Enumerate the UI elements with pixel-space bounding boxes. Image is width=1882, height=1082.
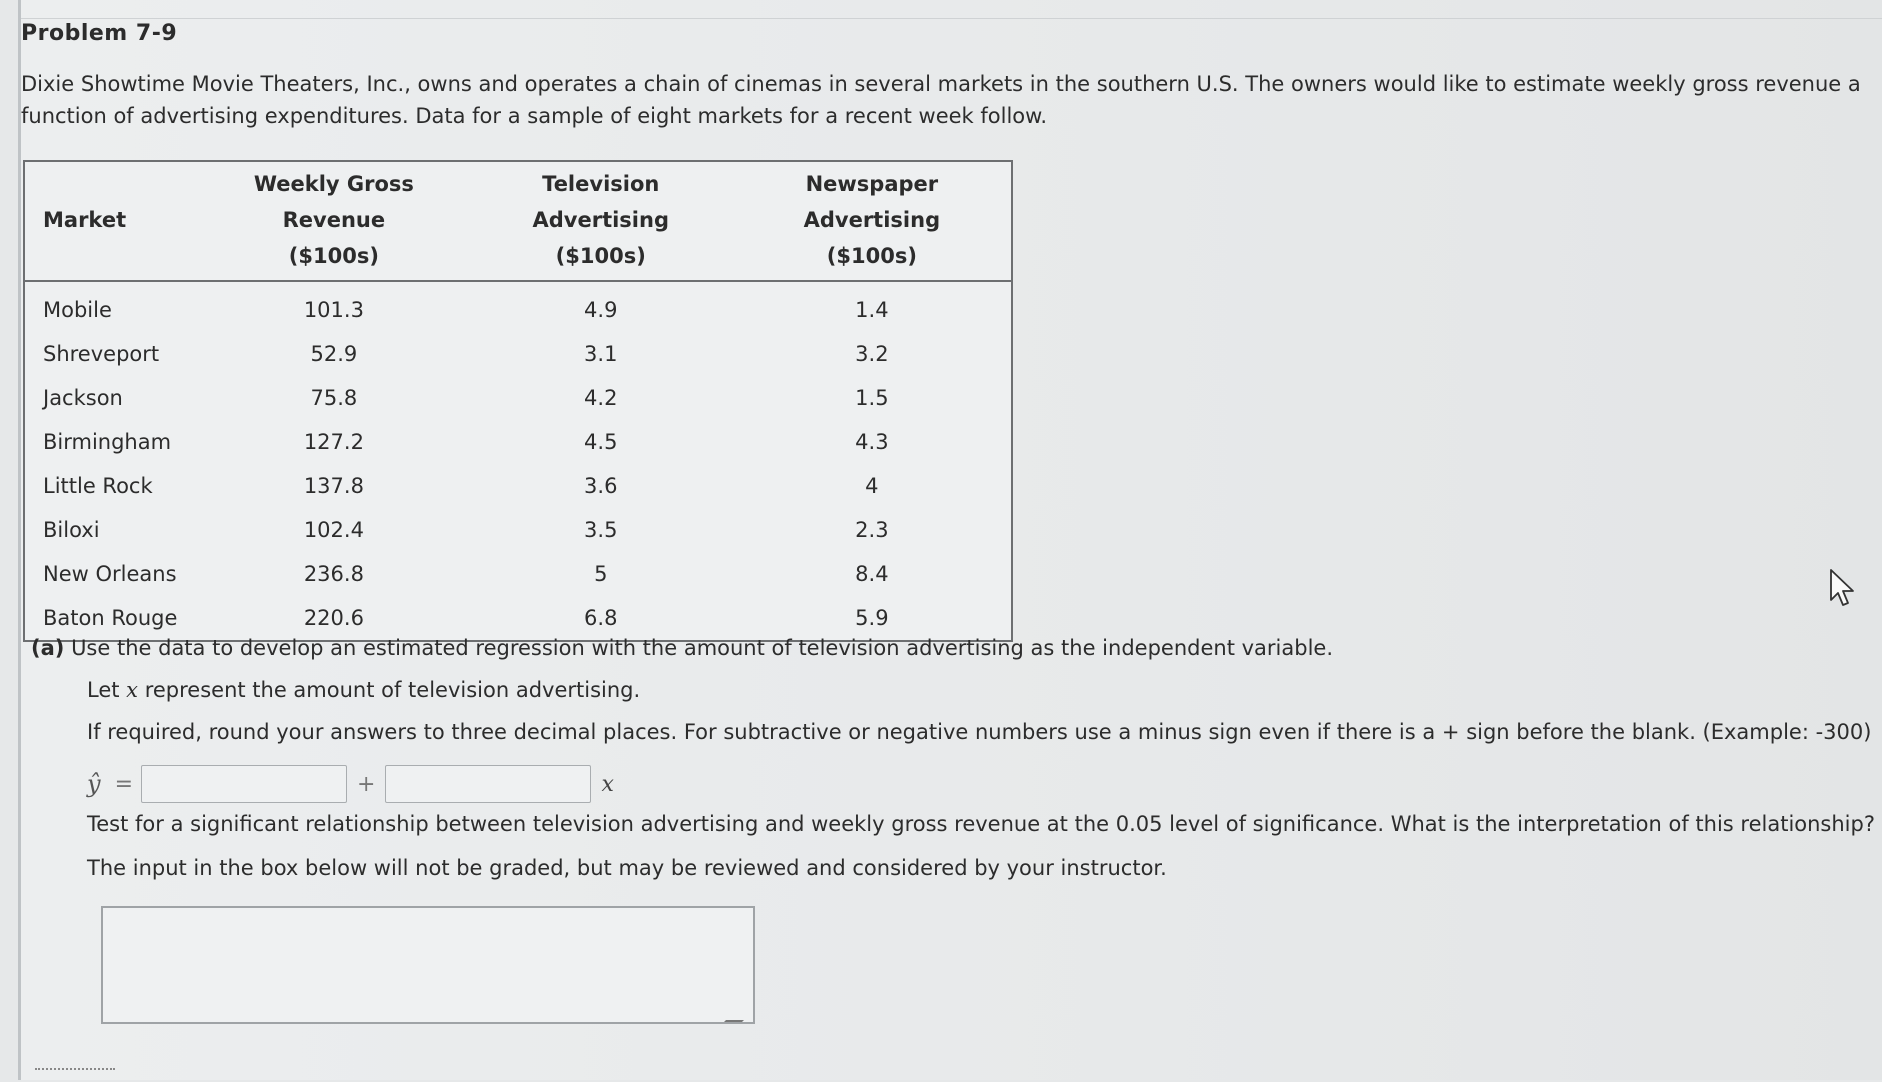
header-news-line1: Newspaper Advertising [803,172,941,232]
let-x-instruction [87,678,640,702]
cell-revenue: 101.3 [303,298,364,322]
rounding-instruction: If required, round your answers to three decimal places. For subtractive or negative numbers use a minus sign even if there is a + sign before the blank. (Example: -300) [87,720,1872,744]
cell-revenue: 102.4 [303,518,364,542]
let-prefix: Let [87,678,127,702]
cell-news: 4.3 [855,430,889,454]
mouse-pointer-icon [1828,568,1856,608]
let-variable: x [126,678,139,702]
cell-tv: 4.5 [584,430,618,454]
cell-market: Birmingham [43,430,172,454]
cell-tv: 3.1 [584,342,618,366]
table-row [24,376,1012,420]
header-news [733,161,1012,281]
problem-title-text: Problem 7-9 [21,21,178,46]
cell-tv: 4.2 [584,386,618,410]
yhat-symbol: ŷ [87,770,101,798]
header-news-line2: ($100s) [826,244,917,268]
let-suffix: represent the amount of television advertising. [138,678,641,702]
cell-news: 2.3 [855,518,889,542]
ungraded-note: The input in the box below will not be graded, but may be reviewed and considered by your instructor. [87,856,1167,880]
cell-market: Biloxi [43,518,100,542]
cell-news: 4 [865,474,879,498]
table-row [24,552,1012,596]
cell-news: 5.9 [855,606,889,630]
cell-market: New Orleans [43,562,177,586]
header-revenue-line2: ($100s) [288,244,379,268]
x-variable: x [601,771,614,797]
part-a-text: Use the data to develop an estimated regression with the amount of television advertising as the independent variable. [71,636,1334,660]
header-tv-line2: ($100s) [555,244,646,268]
part-a-label: (a) [31,636,65,660]
problem-page [21,0,1882,1080]
cell-revenue: 220.6 [303,606,364,630]
table-row [24,464,1012,508]
data-table [23,160,1013,642]
cell-revenue: 137.8 [303,474,364,498]
cell-market: Little Rock [43,474,153,498]
slope-input[interactable] [385,765,591,803]
cell-market: Shreveport [43,342,160,366]
cell-market: Mobile [43,298,112,322]
cell-tv: 6.8 [584,606,618,630]
table-row [24,281,1012,332]
cell-news: 8.4 [855,562,889,586]
part-a-question [31,632,1882,664]
table-row [24,508,1012,552]
intro-line-2: function of advertising expenditures. Data for a sample of eight markets for a recent week follow. [21,104,1048,128]
interpretation-textarea[interactable] [101,906,755,1024]
intercept-input[interactable] [141,765,347,803]
header-tv [469,161,733,281]
cell-market: Baton Rouge [43,606,178,630]
header-revenue [199,161,469,281]
cell-revenue: 236.8 [303,562,364,586]
intro-line-1: Dixie Showtime Movie Theaters, Inc., owns and operates a chain of cinemas in several markets in the southern U.S. The owners would like to estimate weekly gross revenue a [21,72,1861,96]
cell-news: 1.5 [855,386,889,410]
cell-tv: 4.9 [584,298,618,322]
table-row [24,332,1012,376]
cell-revenue: 75.8 [310,386,358,410]
cell-revenue: 127.2 [303,430,364,454]
cell-tv: 3.6 [584,474,618,498]
cell-market: Jackson [43,386,123,410]
regression-equation [87,762,614,806]
header-revenue-line1: Weekly Gross Revenue [253,172,414,232]
header-market-label: Market [43,208,127,232]
cell-news: 1.4 [855,298,889,322]
cell-news: 3.2 [855,342,889,366]
plus-sign: + [357,771,376,797]
table-row [24,420,1012,464]
significance-test-question: Test for a significant relationship between television advertising and weekly gross revenue at the 0.05 level of significance. What is the interpretation of this relationship? [87,812,1875,836]
header-market [24,161,199,281]
problem-title [21,18,1882,46]
cell-tv: 5 [594,562,608,586]
cell-tv: 3.5 [584,518,618,542]
table-header-row [24,161,1012,281]
equals-sign: = [114,771,133,797]
header-tv-line1: Television Advertising [532,172,669,232]
cell-revenue: 52.9 [310,342,358,366]
problem-intro [21,68,1881,132]
